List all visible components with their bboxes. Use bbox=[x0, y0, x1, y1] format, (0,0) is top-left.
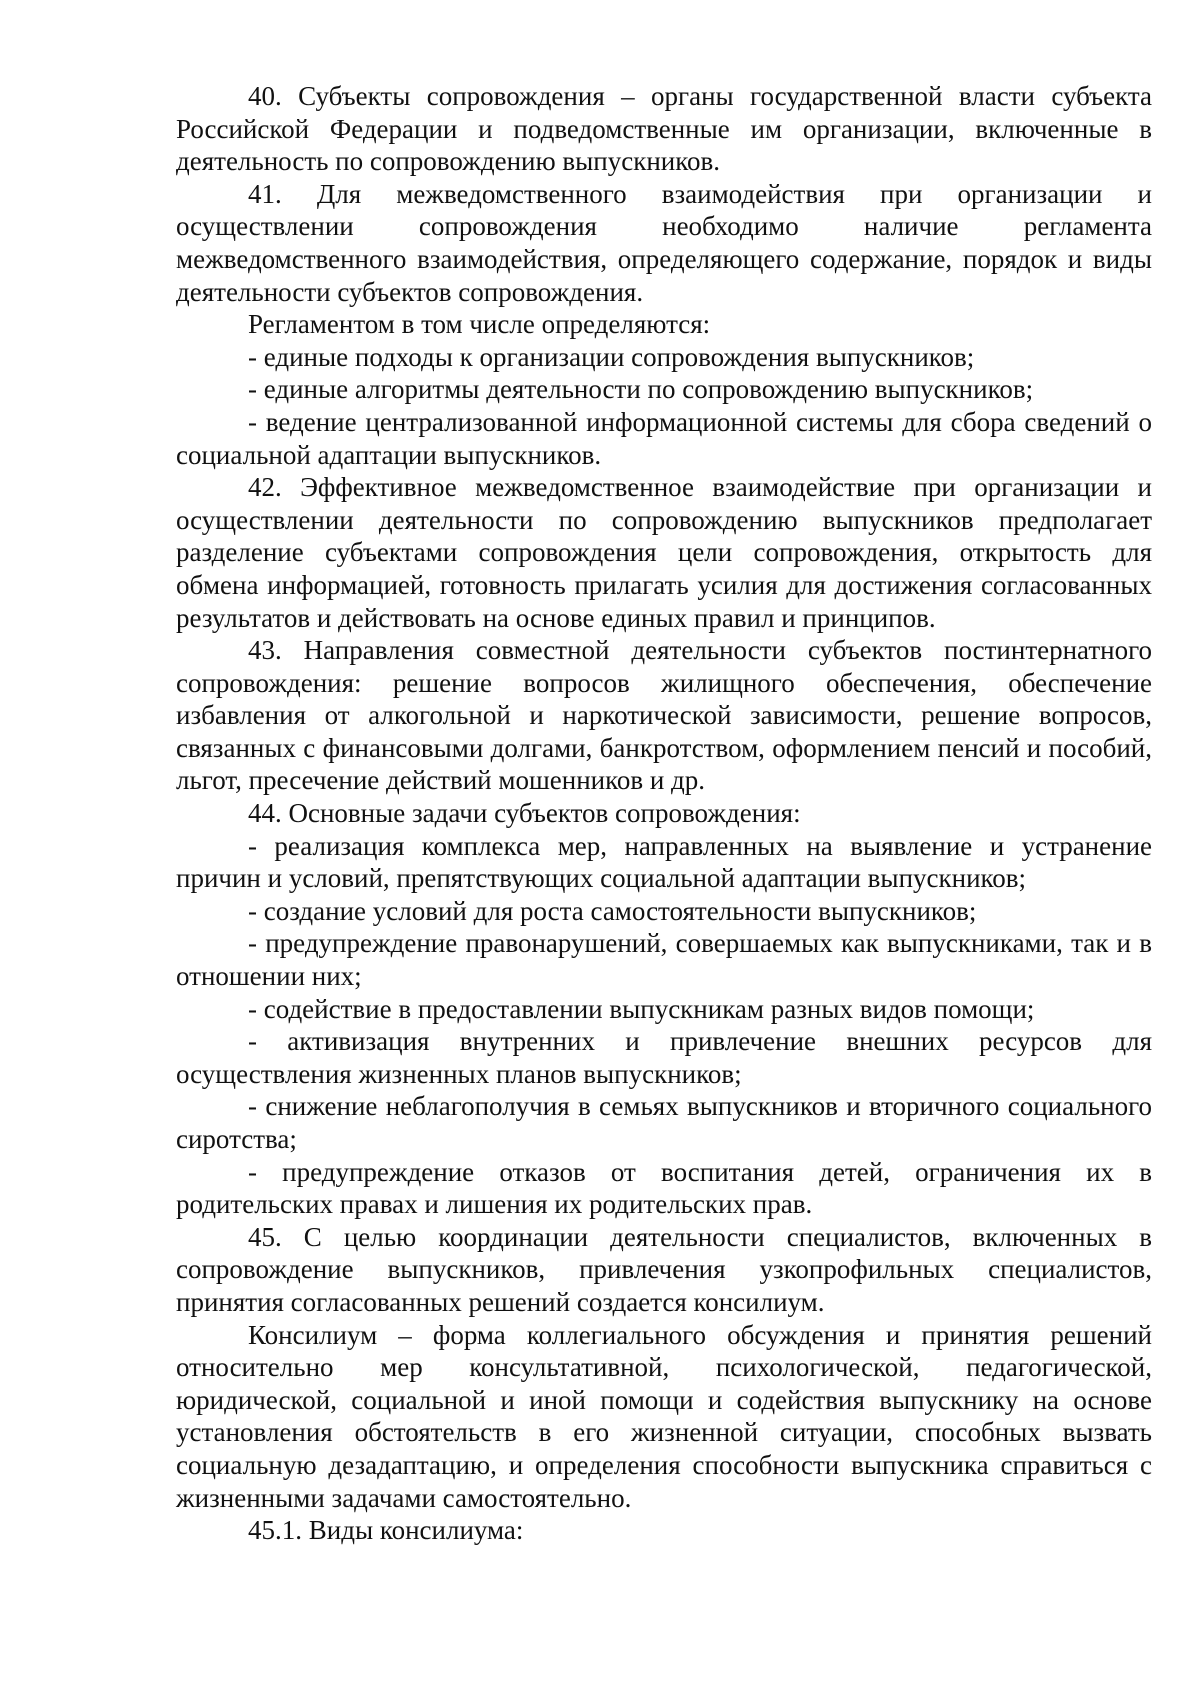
list-item: - реализация комплекса мер, направленных на выявление и устранение причин и условий, препятствующих социальной адаптации выпускников; bbox=[176, 830, 1152, 894]
paragraph-regulation-intro: Регламентом в том числе определяются: bbox=[248, 309, 711, 340]
list-item: - содействие в предоставлении выпускникам разных видов помощи; bbox=[248, 993, 1035, 1024]
paragraph-40: 40. Субъекты сопровождения – органы государственной власти субъекта Российской Федерации и подведомственные им организации, включенные в деятельность по сопровождению выпускников. bbox=[176, 81, 1152, 177]
document-page bbox=[176, 80, 1152, 1547]
list-item: - единые подходы к организации сопровождения выпускников; bbox=[248, 341, 975, 372]
paragraph-44: 44. Основные задачи субъектов сопровождения: bbox=[248, 798, 801, 829]
list-item: - предупреждение отказов от воспитания детей, ограничения их в родительских правах и лишения их родительских прав. bbox=[176, 1156, 1152, 1220]
paragraph-42: 42. Эффективное межведомственное взаимодействие при организации и осуществлении деятельности по сопровождению выпускников предполагает разделение субъектами сопровождения цели сопровождения, открытость для обмена информацией, готовность прилагать усилия для достижения согласованных результатов и действовать на основе единых правил и принципов. bbox=[176, 472, 1152, 633]
list-item: - ведение централизованной информационной системы для сбора сведений о социальной адаптации выпускников. bbox=[176, 406, 1152, 470]
list-item: - снижение неблагополучия в семьях выпускников и вторичного социального сиротства; bbox=[176, 1091, 1152, 1154]
paragraph-45: 45. С целью координации деятельности специалистов, включенных в сопровождение выпускников, привлечения узкопрофильных специалистов, принятия согласованных решений создается консилиум. bbox=[176, 1221, 1152, 1317]
paragraph-consilium-definition: Консилиум – форма коллегиального обсуждения и принятия решений относительно мер консультативной, психологической, педагогической, юридической, социальной и иной помощи и содействия выпускнику на основе установления обстоятельств в его жизненной ситуации, способных вызвать социальную дезадаптацию, и определения способности выпускника справиться с жизненными задачами самостоятельно. bbox=[176, 1319, 1152, 1513]
list-item: - создание условий для роста самостоятельности выпускников; bbox=[248, 895, 977, 926]
paragraph-43: 43. Направления совместной деятельности субъектов постинтернатного сопровождения: решение вопросов жилищного обеспечения, обеспечение избавления от алкогольной и наркотической зависимости, решение вопросов, связанных с финансовыми долгами, банкротством, оформлением пенсий и пособий, льгот, пресечение действий мошенников и др. bbox=[176, 635, 1152, 796]
list-item: - предупреждение правонарушений, совершаемых как выпускниками, так и в отношении них; bbox=[176, 928, 1152, 992]
paragraph-41: 41. Для межведомственного взаимодействия при организации и осуществлении сопровождения необходимо наличие регламента межведомственного взаимодействия, определяющего содержание, порядок и виды деятельности субъектов сопровождения. bbox=[176, 178, 1152, 307]
list-item: - активизация внутренних и привлечение внешних ресурсов для осуществления жизненных планов выпускников; bbox=[176, 1026, 1152, 1089]
list-item: - единые алгоритмы деятельности по сопровождению выпускников; bbox=[248, 374, 1034, 405]
paragraph-45-1: 45.1. Виды консилиума: bbox=[248, 1515, 524, 1546]
